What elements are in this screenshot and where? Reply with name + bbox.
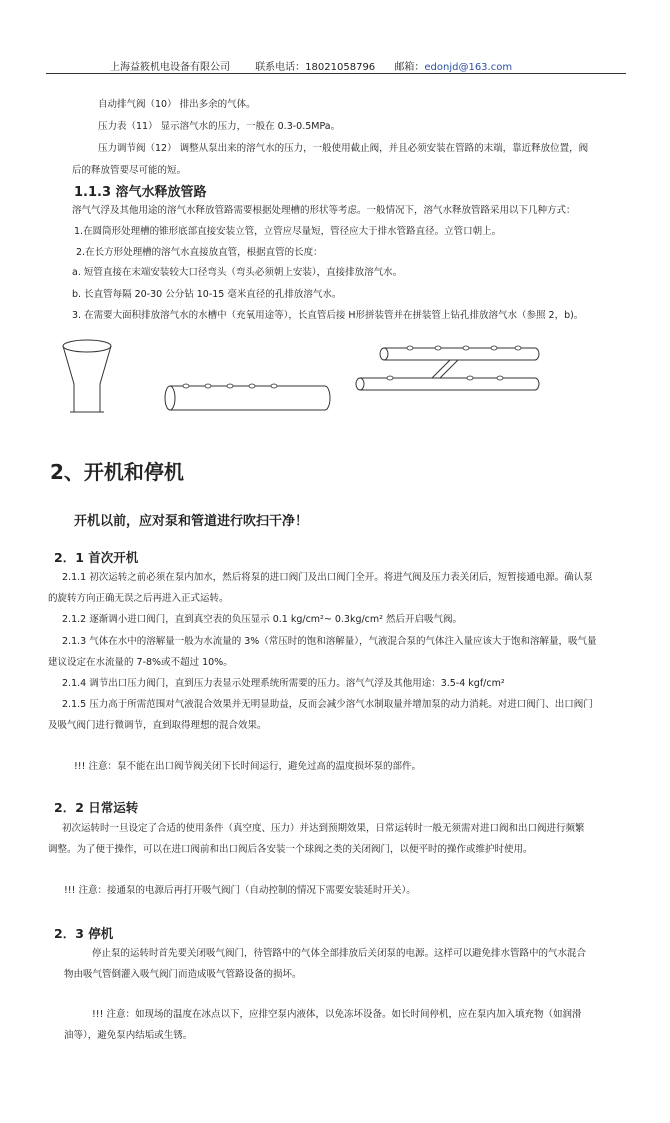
s23-line-1: 停止泵的运转时首先要关闭吸气阀门，待管路中的气体全部排放后关闭泵的电源。这样可以避免排水管路中的气水混合 (92, 948, 587, 959)
funnel-riser-figure (58, 338, 118, 418)
header-email-label: 邮箱： (394, 62, 425, 73)
s23-line-2: 物由吸气管倒灌入吸气阀门而造成吸气管路设备的损坏。 (64, 969, 302, 980)
section-113-intro: 溶气气浮及其他用途的溶气水释放管路需要根据处理槽的形状等考虑。一般情况下，溶气水释放管路采用以下几种方式： (72, 205, 576, 216)
list-item-a: a. 短管直接在末端安装较大口径弯头（弯头必须朝上安装），直接排放溶气水。 (72, 267, 403, 278)
list-item-1: 1.在圆筒形处理槽的锥形底部直接安装立管，立管应尽量短，管径应大于排水管路直径。立管口朝上。 (74, 226, 502, 237)
section-21-title: 2．1 首次开机 (54, 550, 139, 565)
s21-line-8: 及吸气阀门进行微调节，直到取得理想的混合效果。 (48, 720, 267, 731)
s21-line-5: 建议设定在水流量的 7-8%或不超过 10%。 (48, 657, 233, 668)
note-2: !!! 注意：接通泵的电源后再打开吸气阀门（自动控制的情况下需要安装延时开关）。 (64, 885, 416, 896)
section-23-title: 2．3 停机 (54, 926, 114, 941)
page-header (110, 58, 630, 74)
list-item-2: 2.在长方形处理槽的溶气水直接放直管，根据直管的长度： (76, 247, 323, 258)
s21-line-2: 的旋转方向正确无误之后再进入正式运转。 (48, 593, 229, 604)
header-email-link[interactable]: edonjd@163.com (424, 62, 513, 73)
s21-line-4: 2.1.3 气体在水中的溶解量一般为水流量的 3%（常压时的饱和溶解量），气液混合泵的气体注入量应该大于饱和溶解量，吸气量 (62, 636, 597, 647)
section-2-lead: 开机以前，应对泵和管道进行吹扫干净！ (74, 514, 309, 529)
list-item-b: b. 长直管每隔 20-30 公分钻 10-15 毫米直径的孔排放溶气水。 (72, 289, 342, 300)
note-3-line-1: !!! 注意：如现场的温度在冰点以下，应排空泵内液体，以免冻坏设备。如长时间停机，应在泵内加入填充物（如润滑 (92, 1009, 582, 1020)
s21-line-7: 2.1.5 压力高于所需范围对气液混合效果并无明显助益，反而会减少溶气水制取量并增加泵的动力消耗。对进口阀门、出口阀门 (62, 699, 593, 710)
component-auto-vent: 自动排气阀（10） 排出多余的气体。 (98, 99, 256, 110)
section-22-title: 2．2 日常运转 (54, 800, 139, 815)
header-company: 上海益筱机电设备有限公司 (110, 62, 230, 73)
s22-line-1: 初次运转时一旦设定了合适的使用条件（真空度、压力）并达到预期效果，日常运转时一般无须需对进口阀和出口阀进行频繁 (62, 823, 585, 834)
section-2-title: 2、开机和停机 (50, 460, 184, 484)
h-pipe-figure (350, 340, 550, 400)
header-divider (46, 73, 626, 74)
header-phone: 联系电话：18021058796 (255, 62, 376, 73)
component-pressure-regulator-cont: 后的释放管要尽可能的短。 (72, 165, 187, 176)
perforated-pipe-figure (160, 380, 335, 416)
s21-line-1: 2.1.1 初次运转之前必须在泵内加水，然后将泵的进口阀门及出口阀门全开。将进气阀及压力表关闭后，短暂接通电源。确认泵 (62, 572, 593, 583)
s21-line-6: 2.1.4 调节出口压力阀门，直到压力表显示处理系统所需要的压力。溶气气浮及其他用途：3.5-4 kgf/cm² (62, 678, 505, 689)
note-3-line-2: 油等），避免泵内结垢或生锈。 (64, 1030, 193, 1041)
note-1: !!! 注意：泵不能在出口阀节阀关闭下长时间运行，避免过高的温度损坏泵的部件。 (74, 761, 421, 772)
s22-line-2: 调整。为了便于操作，可以在进口阀前和出口阀后各安装一个球阀之类的关闭阀门，以便平时的操作或维护时使用。 (48, 844, 533, 855)
s21-line-3: 2.1.2 逐渐调小进口阀门，直到真空表的负压显示 0.1 kg/cm²~ 0.3kg/cm² 然后开启吸气阀。 (62, 614, 462, 625)
list-item-3: 3. 在需要大面积排放溶气水的水槽中（充氧用途等），长直管后接 H形拼装管并在拼装管上钻孔排放溶气水（参照 2，b)。 (72, 310, 584, 321)
component-pressure-regulator: 压力调节阀（12） 调整从泵出来的溶气水的压力，一般使用截止阀，并且必须安装在管路的末端，靠近释放位置，阀 (98, 143, 589, 154)
component-pressure-gauge: 压力表（11） 显示溶气水的压力，一般在 0.3-0.5MPa。 (98, 121, 341, 132)
section-113-title: 1.1.3 溶气水释放管路 (74, 185, 207, 200)
